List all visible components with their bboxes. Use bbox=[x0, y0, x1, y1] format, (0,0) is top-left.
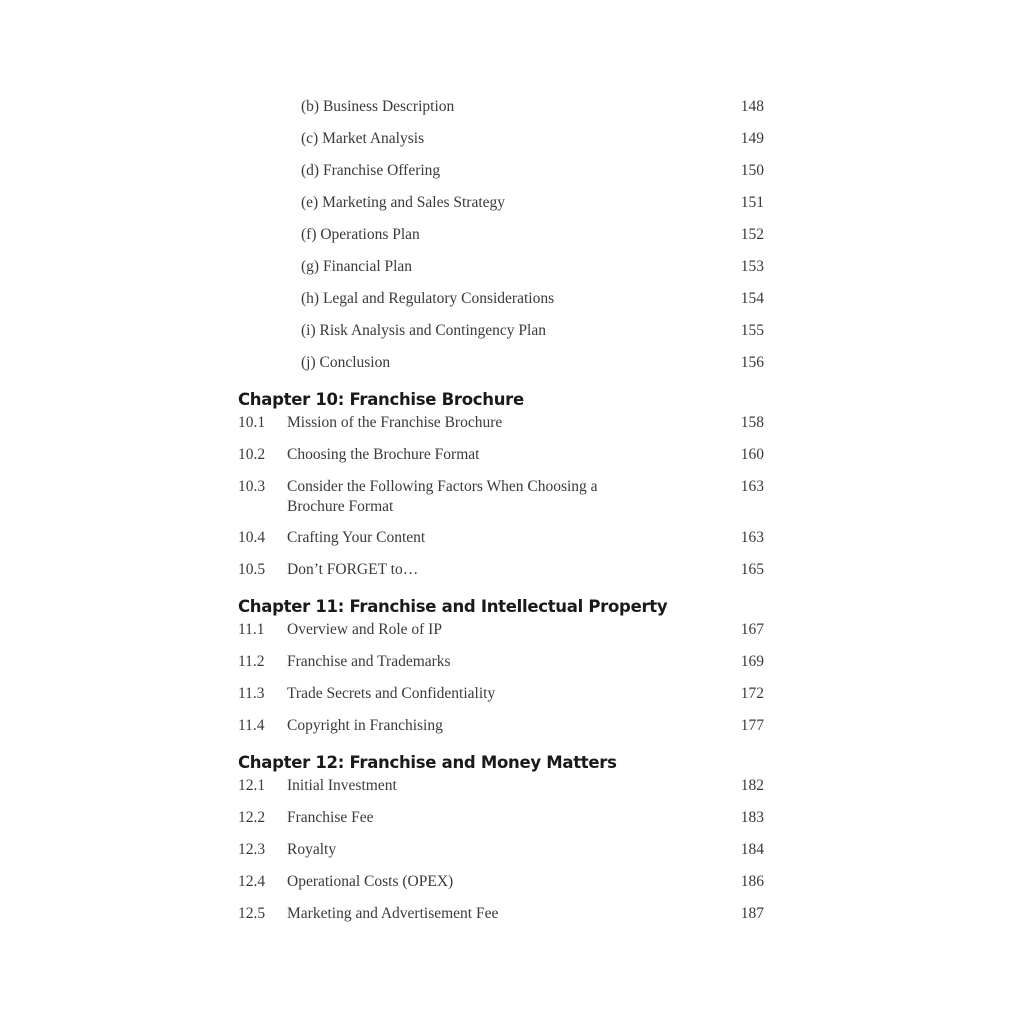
toc-subsection-title: (g) Financial Plan bbox=[301, 258, 413, 275]
toc-section-number: 12.2 bbox=[238, 809, 266, 826]
toc-section[interactable] bbox=[238, 477, 766, 528]
toc-section-number: 11.4 bbox=[238, 717, 265, 734]
toc-section[interactable] bbox=[238, 560, 766, 592]
toc-subsection[interactable] bbox=[238, 193, 766, 225]
toc-subsection-title: (d) Franchise Offering bbox=[301, 162, 441, 179]
toc-subsection[interactable] bbox=[238, 225, 766, 257]
toc-page-number: 154 bbox=[740, 290, 764, 307]
toc-subsection-title: (b) Business Description bbox=[301, 98, 455, 115]
toc-section-number: 11.2 bbox=[238, 653, 265, 670]
toc-section-title: Royalty bbox=[287, 841, 337, 858]
toc-section[interactable] bbox=[238, 528, 766, 560]
toc-section-number: 11.1 bbox=[238, 621, 265, 638]
toc-subsection[interactable] bbox=[238, 97, 766, 129]
toc-section[interactable] bbox=[238, 716, 766, 748]
toc-section-title: Franchise and Trademarks bbox=[287, 653, 451, 670]
toc-subsection[interactable] bbox=[238, 129, 766, 161]
toc-section-number: 12.1 bbox=[238, 777, 266, 794]
chapter-heading[interactable]: Chapter 12: Franchise and Money Matters bbox=[238, 753, 617, 772]
chapter-heading[interactable]: Chapter 11: Franchise and Intellectual Property bbox=[238, 597, 668, 616]
chapter-heading[interactable]: Chapter 10: Franchise Brochure bbox=[238, 390, 524, 409]
toc-page-number: 169 bbox=[740, 653, 764, 670]
toc-section-number: 10.3 bbox=[238, 478, 266, 495]
toc-page-number: 172 bbox=[740, 685, 764, 702]
toc-subsection-title: (c) Market Analysis bbox=[301, 130, 425, 147]
toc-section[interactable] bbox=[238, 776, 766, 808]
toc-section-title: Trade Secrets and Confidentiality bbox=[287, 685, 496, 702]
toc-page-number: 177 bbox=[740, 717, 764, 734]
toc-subsection-title: (j) Conclusion bbox=[301, 354, 391, 371]
toc-subsection[interactable] bbox=[238, 161, 766, 193]
toc-subsection-title: (i) Risk Analysis and Contingency Plan bbox=[301, 322, 546, 339]
toc-page-number: 149 bbox=[740, 130, 764, 147]
toc-page-number: 160 bbox=[740, 446, 764, 463]
toc-section[interactable] bbox=[238, 620, 766, 652]
toc-section[interactable] bbox=[238, 684, 766, 716]
toc-section-number: 10.4 bbox=[238, 529, 266, 546]
toc-page-number: 153 bbox=[740, 258, 764, 275]
toc-section-title: Mission of the Franchise Brochure bbox=[287, 414, 503, 431]
toc-page-number: 187 bbox=[740, 905, 764, 922]
toc-page-number: 156 bbox=[740, 354, 764, 371]
toc-subsection[interactable] bbox=[238, 321, 766, 353]
toc-page-number: 163 bbox=[740, 529, 764, 546]
toc-subsection[interactable] bbox=[238, 257, 766, 289]
toc-section-number: 10.2 bbox=[238, 446, 266, 463]
toc-section[interactable] bbox=[238, 413, 766, 445]
toc-section[interactable] bbox=[238, 445, 766, 477]
toc-section-number: 11.3 bbox=[238, 685, 265, 702]
table-of-contents bbox=[238, 97, 766, 936]
toc-page-number: 158 bbox=[740, 414, 764, 431]
toc-page-number: 182 bbox=[740, 777, 764, 794]
toc-subsection[interactable] bbox=[238, 289, 766, 321]
toc-subsection[interactable] bbox=[238, 353, 766, 385]
toc-page-number: 155 bbox=[740, 322, 764, 339]
toc-page-number: 184 bbox=[740, 841, 764, 858]
toc-section-number: 12.5 bbox=[238, 905, 266, 922]
toc-page-number: 151 bbox=[740, 194, 764, 211]
toc-section[interactable] bbox=[238, 904, 766, 936]
toc-section-title: Overview and Role of IP bbox=[287, 621, 442, 638]
toc-section-number: 12.3 bbox=[238, 841, 266, 858]
toc-section-title: Don’t FORGET to… bbox=[287, 561, 419, 578]
toc-section[interactable] bbox=[238, 872, 766, 904]
toc-page-number: 186 bbox=[740, 873, 764, 890]
toc-section-title: Initial Investment bbox=[287, 777, 397, 794]
toc-section-title: Franchise Fee bbox=[287, 809, 374, 826]
toc-page-number: 148 bbox=[740, 98, 764, 115]
toc-section-title: Operational Costs (OPEX) bbox=[287, 873, 454, 890]
toc-section-title: Choosing the Brochure Format bbox=[287, 446, 480, 463]
toc-section-title: Crafting Your Content bbox=[287, 529, 426, 546]
toc-section-number: 10.5 bbox=[238, 561, 266, 578]
toc-section-number: 12.4 bbox=[238, 873, 266, 890]
toc-subsection-title: (h) Legal and Regulatory Considerations bbox=[301, 290, 555, 307]
toc-section[interactable] bbox=[238, 808, 766, 840]
toc-section-title: Consider the Following Factors When Choosing a Brochure Format bbox=[287, 478, 598, 515]
toc-page-number: 152 bbox=[740, 226, 764, 243]
toc-page-number: 163 bbox=[740, 478, 764, 495]
toc-page-number: 165 bbox=[740, 561, 764, 578]
toc-section-title: Copyright in Franchising bbox=[287, 717, 443, 734]
toc-subsection-title: (f) Operations Plan bbox=[301, 226, 420, 243]
toc-subsection-title: (e) Marketing and Sales Strategy bbox=[301, 194, 506, 211]
toc-page-number: 150 bbox=[740, 162, 764, 179]
toc-section[interactable] bbox=[238, 840, 766, 872]
toc-section-number: 10.1 bbox=[238, 414, 266, 431]
toc-page-number: 183 bbox=[740, 809, 764, 826]
toc-page-number: 167 bbox=[740, 621, 764, 638]
toc-section-title: Marketing and Advertisement Fee bbox=[287, 905, 499, 922]
toc-section[interactable] bbox=[238, 652, 766, 684]
